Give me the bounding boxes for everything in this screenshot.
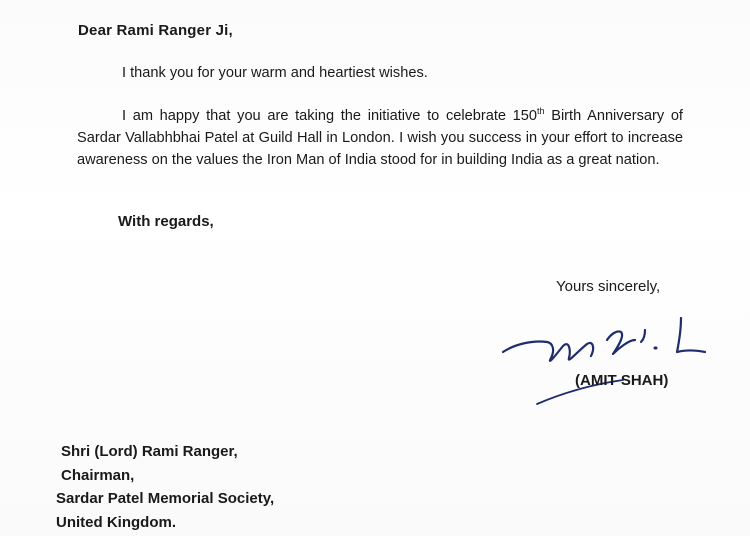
handwritten-signature xyxy=(495,300,715,410)
paragraph-body-text-2: Birth Anniversary of Sardar Vallabhbhai Patel at Guild Hall in London. I wish you success in your effort to increase awareness on the values the Iron Man of India stood for in building India as a great nation. xyxy=(77,108,683,168)
address-line-title: Chairman, xyxy=(61,466,135,484)
paragraph-thanks-text: I thank you for your warm and heartiest wishes. xyxy=(122,65,428,81)
closing: Yours sincerely, xyxy=(556,278,661,295)
signature-stroke-1 xyxy=(503,341,593,360)
signature-stroke-3 xyxy=(641,330,645,342)
regards: With regards, xyxy=(118,213,214,230)
salutation: Dear Rami Ranger Ji, xyxy=(78,22,233,39)
paragraph-thanks xyxy=(77,62,683,84)
paragraph-body-text-1: I am happy that you are taking the initiative to celebrate 150 xyxy=(122,108,538,124)
address-line-organization: Sardar Patel Memorial Society, xyxy=(56,490,275,507)
signer-name: (AMIT SHAH) xyxy=(575,372,669,389)
address-line-country: United Kingdom. xyxy=(56,513,176,531)
paragraph-body xyxy=(77,105,683,171)
signature-stroke-4 xyxy=(677,318,705,352)
recipient-address xyxy=(55,440,274,534)
signature-stroke-2 xyxy=(607,331,635,354)
ordinal-superscript: th xyxy=(537,106,545,117)
address-line-name: Shri (Lord) Rami Ranger, xyxy=(61,443,238,460)
